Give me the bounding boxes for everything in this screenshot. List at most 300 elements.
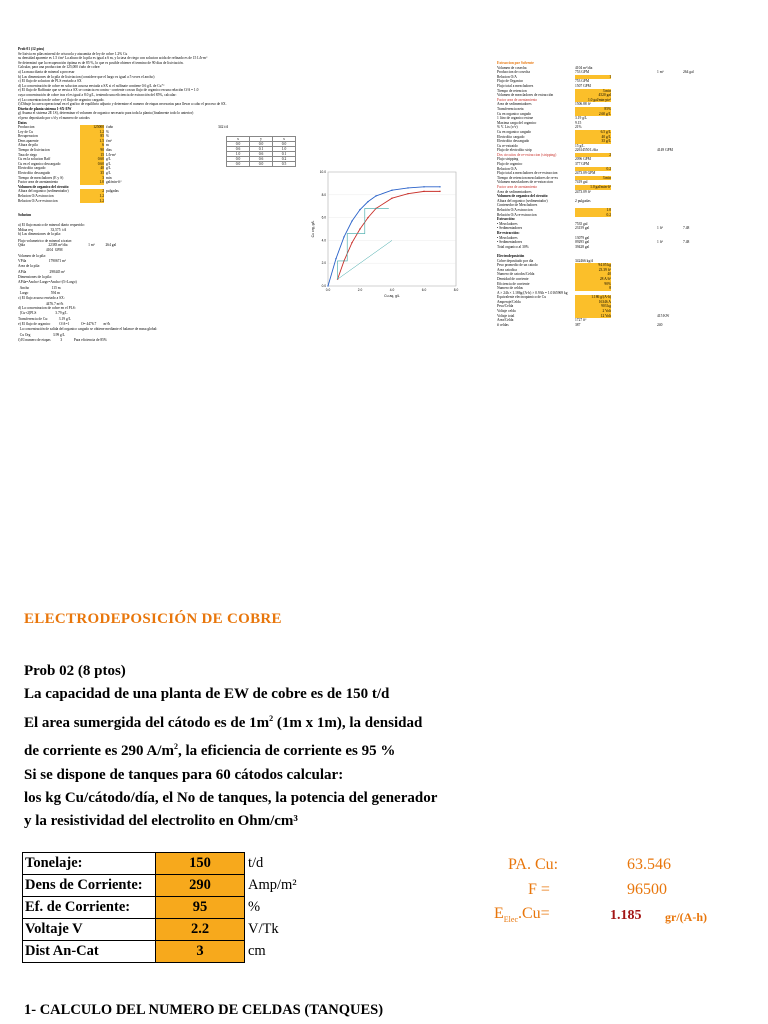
sx-cell: 2096 GPM bbox=[575, 157, 591, 162]
sx-cell: Voltaje total bbox=[497, 313, 515, 318]
data-cell: g/L bbox=[106, 166, 111, 171]
sx-cell: Flujo de Organico bbox=[497, 79, 524, 84]
sx-cell: • Mezcladores bbox=[497, 235, 518, 240]
sx-cell: 387 bbox=[575, 322, 581, 327]
series-point bbox=[367, 217, 368, 218]
series-point bbox=[407, 193, 408, 194]
data-cell: Altura de pila bbox=[18, 143, 38, 148]
sx-cell: Volumen mezcladores de re-extraccion bbox=[497, 180, 553, 185]
x-tick-label: 0.0 bbox=[325, 288, 331, 292]
prob01-line: Calcular, para una produccion de 125,000 t/año de cobre: bbox=[18, 65, 101, 70]
input-label: Dist An-Cat bbox=[23, 941, 156, 963]
data-cell: g/L bbox=[106, 171, 111, 176]
sx-cell: 23159 gal bbox=[575, 226, 590, 231]
sx-cell: Peso promedio de un catodo bbox=[497, 263, 538, 268]
sx-cell: 264 gal bbox=[683, 70, 694, 75]
section-title: ELECTRODEPOSICIÓN DE COBRE bbox=[24, 611, 282, 627]
problem-line-1: Prob 02 (8 ptos) bbox=[24, 663, 126, 679]
prob01-line: su densidad aparente es 1.5 t/m³ La altura de la pila es igual a 6 m, y la tasa de riego con solucion acida de refinado es de 15 L/h-m² bbox=[18, 56, 208, 61]
sx-cell: 94.05 kg bbox=[575, 263, 611, 268]
equilibrium-row bbox=[227, 162, 296, 167]
input-value[interactable]: 95 bbox=[156, 897, 245, 919]
data-cell: Altura del organico (sedimentador) bbox=[18, 189, 69, 194]
prob01-line: b) Las dimensiones de la pila de lixiviacion (considere que el largo es igual a 5 veces el ancho) bbox=[18, 74, 155, 79]
data-cell: 3 bbox=[80, 176, 104, 181]
data-cell: 1.2 bbox=[80, 199, 104, 204]
equilibrium-cell: 0.6 bbox=[227, 147, 250, 152]
input-unit: V/Tk bbox=[248, 921, 279, 937]
prob01-line: e) El flujo de Raffinate que se envia a SX se contacta en contra - corriente con un flujo de organico en una relación O/A = 1.0 bbox=[18, 88, 199, 93]
series-point bbox=[407, 187, 408, 188]
sx-cell: % V. Lix (v/v) bbox=[497, 125, 518, 130]
sx-cell: # celdas bbox=[497, 322, 509, 327]
series-point bbox=[391, 190, 392, 191]
sx-cell: Relación O/A extraccion bbox=[497, 208, 533, 212]
equilibrium-cell: 0.0 bbox=[250, 142, 273, 147]
equilibrium-cell: 0.1 bbox=[273, 152, 296, 157]
equilibrium-cell: 0.5 bbox=[273, 162, 296, 167]
input-table bbox=[22, 852, 341, 963]
data-cell: 342 t/d bbox=[218, 125, 229, 130]
y-tick-label: 0.0 bbox=[321, 284, 326, 288]
prob01-title: Prob 01 (12 ptos) bbox=[18, 47, 45, 51]
input-unit: cm bbox=[248, 943, 266, 959]
prob01-lines bbox=[18, 52, 318, 121]
input-row-dens bbox=[23, 875, 341, 897]
prob01-line: e) La concentracion de cobre y el flujo de organico cargado. bbox=[18, 97, 105, 102]
data-cell: pulgadas bbox=[106, 189, 119, 194]
data-cell: Tiempo de lixiviacion bbox=[18, 148, 50, 153]
sx-cell: Numero de catodos/Celda bbox=[497, 272, 535, 277]
y-axis-label: Cu org, g/L bbox=[311, 220, 315, 238]
faraday-label: F = bbox=[528, 881, 550, 898]
sx-cell: Cu en organico cargado bbox=[497, 111, 532, 116]
data-cell: 1.5 bbox=[80, 139, 104, 144]
input-unit: t/d bbox=[248, 855, 264, 871]
sx-cell: 3 min bbox=[575, 176, 611, 181]
sx-cell: 2.60 g/L bbox=[575, 112, 611, 117]
equilibrium-cell: 0.0 bbox=[227, 142, 250, 147]
input-value[interactable]: 290 bbox=[156, 875, 245, 897]
sx-cell: Volumen de mezcladores de extracción bbox=[497, 93, 554, 98]
data-cell: Dens aparente bbox=[18, 138, 39, 143]
prob01-line: f) Dibuje la curva operacional en el grafico de equilibrio adjunto y determine el numero de etapas necesarias para llevar a cabo el proceso de SX. bbox=[18, 102, 227, 107]
data-cell: 0.60 bbox=[80, 157, 104, 162]
input-value[interactable]: 3 bbox=[156, 941, 245, 963]
prob01-line: g) Asuma el sistema 2E 1S), determinar el volumen de organico necesario para toda la planta (finalmente todo lo anterior) bbox=[18, 111, 194, 116]
equiv-value: 1.185 bbox=[610, 908, 642, 923]
sx-cell: Flujo stripping bbox=[497, 157, 519, 162]
solution-line: b) Las dimensiones de la pila: bbox=[18, 232, 62, 237]
sx-cell: Relación O/A re-extraccion bbox=[497, 212, 537, 217]
sx-cell: Total organico al 30% bbox=[497, 244, 529, 249]
sx-cell: 7419 gal bbox=[575, 180, 588, 185]
prob01-line: Se determinó que la recuperación óptima es de 85 %, lo que es posible obtener el termino de 90 dias de lixiviación. bbox=[18, 60, 184, 65]
data-cell: g/L bbox=[106, 157, 111, 162]
sx-cell: Tiempo de retencion bbox=[497, 88, 527, 93]
sx-cell: 1 bbox=[575, 75, 611, 80]
equilibrium-row bbox=[227, 142, 296, 147]
sx-cell: 753 GPM bbox=[575, 70, 590, 75]
solution-line: Largo 594 m bbox=[18, 290, 60, 295]
sx-cell: 1507 GPM bbox=[575, 83, 591, 88]
data-cell: 35 bbox=[80, 171, 104, 176]
solution-line: Ancho 115 m bbox=[18, 285, 61, 290]
solution-line: 4104 GPM bbox=[18, 248, 63, 253]
sx-cell: 15 g/L bbox=[575, 143, 585, 148]
sx-cell: Cu en organico cargado bbox=[497, 129, 532, 134]
sx-cell: Area de sedimentadores bbox=[497, 102, 532, 107]
sx-cell: 28 A/ft² bbox=[575, 277, 611, 282]
sx-notes bbox=[497, 61, 747, 327]
sx-cell: 2 Volt bbox=[575, 309, 611, 314]
solution-line: Area de la pila: bbox=[18, 263, 41, 268]
operating-line bbox=[338, 240, 392, 279]
solution-line: [Cu+2]PLS 3.79 g/L bbox=[18, 311, 68, 316]
data-cell: 1.0 bbox=[80, 180, 104, 185]
problem-line-6: los kg Cu/cátodo/día, el No de tanques, la potencia del generador bbox=[24, 790, 438, 807]
solution-line: APila=Ancho×Largo=Ancho×(5×Largo) bbox=[18, 279, 77, 284]
data-cell: 1.2 bbox=[80, 130, 104, 135]
sx-cell: 3.19 g/L bbox=[575, 116, 588, 121]
sx-cell: Voltaje celda bbox=[497, 309, 516, 314]
sx-cell: 1.186 g/(A-h) bbox=[575, 295, 611, 300]
sx-cell: Area catodica bbox=[497, 267, 517, 272]
sx-cell: • Sedimentadores bbox=[497, 240, 523, 245]
series-point bbox=[335, 258, 336, 259]
data-cell: Cu en la solucion Raff bbox=[18, 157, 51, 162]
sx-cell: 1.0 gal/min-ft² bbox=[575, 185, 611, 190]
sx-cell: 09295 gal bbox=[575, 240, 590, 245]
data-cell: Electrolito cargado bbox=[18, 166, 46, 171]
sx-cell: Electrodeposición bbox=[497, 253, 525, 258]
sx-cell: Dos circuitos de re-extraccion (stripping) bbox=[497, 152, 557, 157]
solution-lines bbox=[18, 220, 318, 343]
sx-cell: Electrolito descargado bbox=[497, 139, 530, 144]
equilibrium-row bbox=[227, 157, 296, 162]
sx-cell: Extracción: bbox=[497, 217, 515, 222]
data-cell: gal/min-ft² bbox=[106, 180, 122, 185]
data-cell: % bbox=[106, 129, 109, 134]
sx-cell: Flujo de organico bbox=[497, 162, 523, 167]
solution-line: La concentración de salida del organico cargado se obtiene mediante el balance de masa global: bbox=[18, 327, 158, 332]
sx-cell: Transferencia neta bbox=[497, 106, 524, 111]
sx-cell: Numero de celdas bbox=[497, 286, 523, 291]
input-label: Tonelaje: bbox=[23, 853, 156, 875]
prob01-line: d) La concentración de cobre en solucion acuosa enviada a SX si el raffinate contiene 0.6 g/L de Cu⁺² bbox=[18, 83, 165, 88]
solution-line: Dimensiones de la pila: bbox=[18, 274, 52, 279]
prob01-line: c) El flujo de solucion de PLS enviado a SX bbox=[18, 79, 82, 84]
sx-cell: 35 g/L bbox=[575, 139, 611, 144]
sx-rows bbox=[497, 66, 747, 328]
sx-cell: 13079 gal bbox=[575, 235, 590, 240]
series-line-equilibrio bbox=[328, 187, 440, 286]
y-tick-label: 2.0 bbox=[321, 261, 326, 266]
y-tick-label: 6.0 bbox=[321, 215, 326, 220]
data-cell: 90 bbox=[80, 148, 104, 153]
equilibrium-cell: 0.0 bbox=[250, 162, 273, 167]
sx-cell: Flujo total a mezcladores bbox=[497, 83, 534, 88]
pa-cu-value: 63.546 bbox=[627, 856, 671, 873]
sx-cell: Volumen de organico del circuito bbox=[497, 194, 548, 199]
y-tick-label: 8.0 bbox=[321, 192, 326, 197]
data-cell: Tasa de riego bbox=[18, 152, 38, 157]
sx-cell: Relacion O/A bbox=[497, 166, 517, 171]
data-cell: m bbox=[106, 143, 109, 148]
series-point bbox=[439, 191, 440, 192]
data-cell: dias bbox=[106, 148, 112, 153]
equilibrium-cell: 0.0 bbox=[273, 142, 296, 147]
solution-heading: Solucion bbox=[18, 213, 32, 218]
sx-cell: Peso/Celda bbox=[497, 304, 514, 309]
sx-cell: Cobre depositado por dia bbox=[497, 258, 534, 263]
equilibrium-cell: 0.6 bbox=[250, 152, 273, 157]
sx-cell: Area de sedimentadores bbox=[497, 189, 532, 194]
data-cell: 40 bbox=[80, 166, 104, 171]
equilibrium-cell: 0.6 bbox=[250, 157, 273, 162]
equilibrium-row bbox=[227, 147, 296, 152]
y-tick-label: 10.0 bbox=[319, 170, 326, 174]
sx-cell: 2473.09 GPM bbox=[575, 171, 596, 176]
sx-cell: 1727 ft² bbox=[575, 318, 587, 323]
sx-cell: 415 KW bbox=[657, 313, 670, 318]
series-point bbox=[367, 201, 368, 202]
input-label: Ef. de Corriente: bbox=[23, 897, 156, 919]
sx-cell: Densidad de corriente bbox=[497, 276, 529, 281]
sx-cell: 1 ft³ bbox=[657, 240, 663, 245]
data-cell: 15 bbox=[80, 153, 104, 158]
data-cell: min bbox=[106, 175, 112, 180]
solution-line: Mdiaa req 33,575 t/d bbox=[18, 227, 67, 232]
sx-cell: Maxima carga del organico bbox=[497, 120, 537, 125]
sx-cell: Altura del organico (sedimentador) bbox=[497, 198, 548, 203]
y-tick-label: 4.0 bbox=[321, 238, 326, 243]
series-point bbox=[359, 228, 360, 229]
sx-cell: 0.2 bbox=[575, 167, 611, 172]
data-cell: 6 bbox=[80, 143, 104, 148]
series-point bbox=[351, 220, 352, 221]
sx-cell: Contenedor de Mezcladores bbox=[497, 203, 538, 208]
sx-cell: Flujo total a mezcladores de re-extraccion bbox=[497, 171, 558, 176]
data-cell: Cu en el organico descargado bbox=[18, 161, 61, 166]
sx-cell: 90% bbox=[575, 282, 611, 287]
sx-cell: Factor area de asentamiento bbox=[497, 97, 538, 102]
sx-cell: 40 g/L bbox=[575, 135, 611, 140]
series-point bbox=[423, 191, 424, 192]
org-heading: Volumen de organico del circuito bbox=[18, 184, 69, 189]
sx-cell: 4149 GPM bbox=[657, 148, 673, 153]
sx-cell: 22614550 L/dia bbox=[575, 148, 598, 153]
data-cell: 2 bbox=[80, 189, 104, 194]
prob01-line: cuya concentración de cobre tras el es igual a 8.0 g/L, teniendo una eficiencia de extracción del 85%, calcular: bbox=[18, 92, 177, 97]
sx-cell: 40 bbox=[575, 272, 611, 277]
sx-cell: 9.15 bbox=[575, 120, 582, 125]
solution-line: c) El flujo acuoso enviado a SX: bbox=[18, 295, 65, 300]
sx-cell: 7535 gal bbox=[575, 221, 588, 226]
problem-line-7: y la resistividad del electrolito en Ohm/cm³ bbox=[24, 813, 298, 830]
sx-cell: 377 GPM bbox=[575, 162, 590, 167]
sx-cell: Amperaje/Celda bbox=[497, 299, 521, 304]
series-line-etapas bbox=[338, 208, 389, 279]
equilibrium-cell: 1.0 bbox=[227, 152, 250, 157]
equilibrium-cell: 1.0 bbox=[273, 147, 296, 152]
sx-cell: 4104 m³/dia bbox=[575, 65, 593, 70]
org-rows bbox=[18, 189, 318, 203]
data-cell: Ley de Cu bbox=[18, 129, 33, 134]
data-cell: Factor area de asentamiento bbox=[18, 180, 59, 185]
sx-cell: 6.5 g/L bbox=[575, 130, 611, 135]
data-cell: % bbox=[106, 134, 109, 139]
input-label: Dens de Corriente: bbox=[23, 875, 156, 897]
solution-line: e) El flujo de organico O/A=1 O= 4476.7 m³/h bbox=[18, 322, 111, 327]
sx-cell: 3 min bbox=[575, 89, 611, 94]
equilibrium-cell: x bbox=[227, 137, 250, 142]
sx-cell: 1 litro de organico extrae bbox=[497, 116, 534, 121]
sx-cell: • Sedimentadores bbox=[497, 226, 523, 231]
sx-cell: Re-extracción: bbox=[497, 230, 520, 235]
sx-cell: Equivalente electroquimico de Cu bbox=[497, 295, 546, 300]
equilibrium-chart bbox=[310, 166, 462, 300]
data-cell: g/L bbox=[106, 161, 111, 166]
series-point bbox=[423, 186, 424, 187]
equilibrium-cell: 0.0 bbox=[227, 157, 250, 162]
sx-cell: 903 kg bbox=[575, 304, 611, 309]
solution-line: Transferencia de Cu: 3.19 g/L bbox=[18, 317, 71, 322]
solution-line: a) El flujo masico de mineral diario requerido: bbox=[18, 222, 85, 227]
solution-line: VPila 1790671 m³ bbox=[18, 259, 66, 264]
problem-01-notes bbox=[18, 47, 318, 343]
solution-line: Cu Org 3.99 g/L bbox=[18, 333, 66, 338]
problem-statement bbox=[24, 660, 437, 834]
sx-cell: 7.48 bbox=[683, 226, 690, 231]
prob01-line: Se lixivia en pilas mineral de crisocola y atacamita de ley de cobre 1.2% Cu bbox=[18, 51, 128, 56]
input-unit: % bbox=[248, 899, 261, 915]
input-unit: Amp/m² bbox=[248, 877, 297, 893]
faraday-value: 96500 bbox=[627, 881, 667, 898]
data-heading: Datos bbox=[18, 120, 27, 125]
sx-cell: Electrolito cargado bbox=[497, 134, 525, 139]
plot-area bbox=[328, 172, 456, 286]
data-cell: L/h-m² bbox=[106, 152, 117, 157]
x-tick-label: 6.0 bbox=[421, 288, 427, 292]
series-point bbox=[375, 195, 376, 196]
sx-cell: 2473.09 ft² bbox=[575, 189, 591, 194]
input-label: Voltaje V bbox=[23, 919, 156, 941]
data-cell: Tiempo de mezcladores (E y S) bbox=[18, 175, 64, 180]
data-cell: Electrolito descargado bbox=[18, 171, 51, 176]
series-point bbox=[439, 186, 440, 187]
problem-line-4: de corriente es 290 $A/m^2$, la eficiencia de corriente es 95 % bbox=[24, 742, 396, 760]
sx-cell: Volumen de cosecha bbox=[497, 65, 527, 70]
sx-cell: 23.39 ft² bbox=[575, 268, 611, 273]
input-row-dist bbox=[23, 941, 341, 963]
input-value[interactable]: 150 bbox=[156, 853, 245, 875]
sx-cell: Produccion de cosecha bbox=[497, 70, 530, 75]
sx-cell: 16346 A bbox=[575, 300, 611, 305]
x-axis-label: Cu aq, g/L bbox=[384, 294, 400, 298]
problem-line-3: El area sumergida del cátodo es de $1m^2$ (1m x 1m), la densidad bbox=[24, 713, 423, 731]
solution-line: Volumen de la pila: bbox=[18, 254, 46, 259]
series-point bbox=[343, 236, 344, 237]
data-cell: t/año bbox=[106, 125, 114, 130]
problem-line-5: Si se dispone de tanques para 60 cátodos calcular: bbox=[24, 766, 344, 783]
sx-cell: 1506.88 ft² bbox=[575, 102, 591, 107]
sx-cell: Eficiencia de corriente bbox=[497, 281, 530, 286]
sx-cell: Cu re-extraido bbox=[497, 143, 518, 148]
input-value[interactable]: 2.2 bbox=[156, 919, 245, 941]
equilibrium-cell: 0.2 bbox=[273, 157, 296, 162]
sx-cell: 2 bbox=[575, 153, 611, 158]
sx-cell: Relacion O/A bbox=[497, 74, 517, 79]
series-line-operacion bbox=[338, 191, 440, 279]
equilibrium-cell: y bbox=[250, 137, 273, 142]
sx-cell: A × 24h × 1.186g/(A-h) × 0.9Ah = 1.0165969 kg bbox=[497, 290, 568, 295]
solution-line: f) El numero de etapas 3 Para eficiencia de 85% bbox=[18, 338, 107, 343]
sx-cell: 85% bbox=[575, 107, 611, 112]
solution-line: Flujo volumetrico de mineral a tratar: bbox=[18, 238, 72, 243]
series-point bbox=[351, 242, 352, 243]
series-point bbox=[327, 285, 328, 286]
input-row-voltaje bbox=[23, 919, 341, 941]
data-cell: Relacion O/A extraccion bbox=[18, 194, 54, 198]
data-row bbox=[18, 199, 318, 204]
sx-heading: Extraccion por Solvente bbox=[497, 61, 534, 65]
sx-cell: 1 ft³ bbox=[657, 226, 663, 231]
x-tick-label: 8.0 bbox=[453, 288, 459, 292]
data-cell: 85 bbox=[80, 134, 104, 139]
sx-cell: • Mezcladores bbox=[497, 221, 518, 226]
sx-cell: 12 Volt bbox=[575, 314, 611, 319]
series-point bbox=[391, 198, 392, 199]
solution-line: 4476.7 m³/h bbox=[18, 301, 64, 306]
equilibrium-cell: x bbox=[273, 137, 296, 142]
sx-cell: 1 m³ bbox=[657, 70, 664, 75]
data-row bbox=[18, 180, 318, 185]
equilibrium-cell: 0.0 bbox=[227, 162, 250, 167]
sx-cell: 4520 gal bbox=[575, 93, 611, 98]
sx-cell: Area/Celda bbox=[497, 318, 514, 323]
prob01-line: a) La masa diaria de mineral a procesar bbox=[18, 69, 75, 74]
sx-cell: 240 bbox=[657, 322, 663, 327]
equilibrium-cell: 0.1 bbox=[250, 147, 273, 152]
sx-cell: 753 GPM bbox=[575, 79, 590, 84]
input-row-ef bbox=[23, 897, 341, 919]
data-cell: Produccion bbox=[18, 125, 35, 130]
sx-cell: Flujo de electrolito strip bbox=[497, 148, 532, 153]
pa-cu-label: PA. Cu: bbox=[508, 856, 559, 873]
solution-line: d) La concentracion de cobre en el PLS: bbox=[18, 306, 76, 311]
sx-cell: 342466 kg/d bbox=[575, 258, 594, 263]
equilibrium-table bbox=[226, 136, 296, 167]
sx-cell: 8 bbox=[575, 286, 611, 291]
problem-line-2: La capacidad de una planta de EW de cobre es de 150 t/d bbox=[24, 686, 390, 703]
sx-cell: 1.0 bbox=[575, 208, 611, 213]
data-cell: Relacion O/A re-extraccion bbox=[18, 198, 58, 203]
sx-cell: Factor area de asentamiento bbox=[497, 185, 538, 190]
sx-cell: 7.48 bbox=[683, 240, 690, 245]
prob01-line: el peso depositado por c/d y el numero de catodos bbox=[18, 115, 90, 120]
solution-line: Qdia 22383 m³/dia 1 m³ 264 gal bbox=[18, 243, 117, 248]
calc-heading: 1- CALCULO DEL NUMERO DE CELDAS (TANQUES) bbox=[24, 1002, 384, 1018]
data-cell: 1.2 bbox=[80, 194, 104, 199]
x-tick-label: 2.0 bbox=[357, 288, 363, 292]
sx-cell: 21% bbox=[575, 125, 582, 130]
solution-line: APila 298445 m² bbox=[18, 270, 66, 275]
sx-row bbox=[497, 323, 747, 328]
prob01-line: Diseño de planta sistema 1-SX-EW bbox=[18, 106, 72, 111]
x-tick-label: 4.0 bbox=[389, 288, 395, 292]
input-row-tonelaje bbox=[23, 853, 341, 875]
